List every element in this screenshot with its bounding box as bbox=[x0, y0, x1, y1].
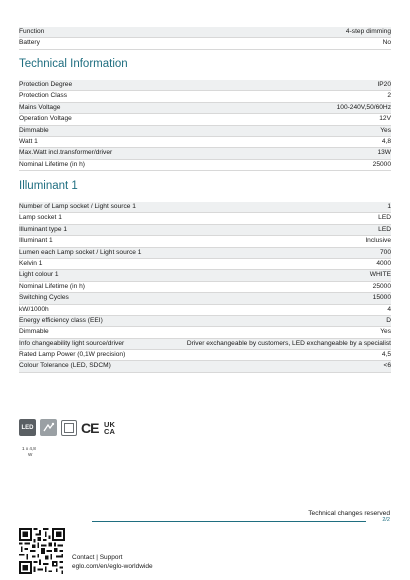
row-label: Lamp socket 1 bbox=[19, 214, 62, 222]
table-row bbox=[19, 91, 391, 102]
table-row bbox=[19, 225, 391, 236]
watt-line1: 1 x 4,8 bbox=[22, 446, 36, 451]
row-value: 15000 bbox=[372, 294, 391, 302]
row-label: Dimmable bbox=[19, 126, 49, 134]
row-value: 1 bbox=[387, 203, 391, 210]
row-label: Protection Degree bbox=[19, 81, 73, 88]
ce-mark-icon: CE bbox=[81, 419, 99, 436]
row-label: Watt 1 bbox=[19, 137, 38, 145]
row-value: LED bbox=[378, 225, 391, 233]
row-value: <6 bbox=[383, 362, 391, 370]
table-row bbox=[19, 327, 391, 338]
row-label: Protection Class bbox=[19, 92, 68, 100]
table-row bbox=[19, 103, 391, 114]
table-row bbox=[19, 248, 391, 259]
certification-marks bbox=[81, 420, 117, 436]
row-value: D bbox=[386, 316, 391, 324]
row-label: Illuminant 1 bbox=[19, 237, 53, 245]
table-row bbox=[19, 350, 391, 361]
table-row bbox=[19, 339, 391, 350]
table-row bbox=[19, 361, 391, 372]
table-row bbox=[19, 126, 391, 137]
technical-table bbox=[19, 80, 391, 171]
table-row bbox=[19, 202, 391, 213]
row-value: 25000 bbox=[372, 160, 391, 168]
row-label: Kelvin 1 bbox=[19, 259, 43, 267]
table-row bbox=[19, 160, 391, 171]
row-value: LED bbox=[378, 214, 391, 222]
table-row bbox=[19, 282, 391, 293]
row-label: Light colour 1 bbox=[19, 271, 59, 279]
ukca-bottom: CA bbox=[104, 426, 115, 436]
general-table bbox=[19, 27, 391, 50]
illuminant-table bbox=[19, 202, 391, 373]
watt-line2: W bbox=[28, 452, 33, 457]
row-label: Nominal Lifetime (in h) bbox=[19, 282, 85, 290]
table-row bbox=[19, 148, 391, 159]
row-value: Driver exchangeable by customers, LED exchangeable by a specialist bbox=[186, 339, 391, 347]
row-value: 700 bbox=[379, 248, 391, 256]
product-icons bbox=[19, 419, 117, 436]
row-value: 100-240V,50/60Hz bbox=[336, 103, 391, 111]
row-value: 4 bbox=[387, 305, 391, 313]
table-row bbox=[19, 259, 391, 270]
table-row bbox=[19, 316, 391, 327]
row-label: Energy efficiency class (EEI) bbox=[19, 316, 103, 324]
row-value: WHITE bbox=[369, 271, 391, 279]
table-row bbox=[19, 114, 391, 125]
illuminant-heading: Illuminant 1 bbox=[19, 180, 78, 192]
row-value: Yes bbox=[380, 126, 391, 134]
table-row bbox=[19, 236, 391, 247]
technical-information-heading: Technical Information bbox=[19, 58, 128, 70]
row-label: Rated Lamp Power (0,1W precision) bbox=[19, 351, 126, 359]
footer-divider bbox=[92, 521, 366, 522]
row-value: 4-step dimming bbox=[345, 28, 391, 35]
contact-url[interactable]: eglo.com/en/eglo-worldwide bbox=[72, 562, 153, 570]
row-value: 4,5 bbox=[381, 351, 391, 359]
row-value: No bbox=[382, 39, 391, 47]
row-value: 13W bbox=[377, 149, 391, 157]
led-icon bbox=[19, 419, 36, 436]
row-label: Info changeability light source/driver bbox=[19, 339, 125, 347]
table-row bbox=[19, 305, 391, 316]
contact-info bbox=[72, 554, 153, 571]
table-row bbox=[19, 293, 391, 304]
row-label: Number of Lamp socket / Light source 1 bbox=[19, 203, 136, 210]
led-icon-label: LED bbox=[21, 424, 34, 431]
table-row bbox=[19, 137, 391, 148]
row-value: IP20 bbox=[377, 81, 391, 88]
row-label: Nominal Lifetime (in h) bbox=[19, 160, 85, 168]
qr-code-icon bbox=[19, 528, 65, 574]
row-value: Yes bbox=[380, 328, 391, 336]
row-value: 25000 bbox=[372, 282, 391, 290]
row-label: Operation Voltage bbox=[19, 115, 72, 123]
row-label: kW/1000h bbox=[19, 305, 49, 313]
row-label: Lumen each Lamp socket / Light source 1 bbox=[19, 248, 142, 256]
table-row bbox=[19, 80, 391, 91]
protection-class-icon bbox=[61, 420, 77, 436]
row-value: 4000 bbox=[376, 259, 391, 267]
row-value: 2 bbox=[387, 92, 391, 100]
ukca-top: UK bbox=[104, 419, 115, 429]
table-row bbox=[19, 27, 391, 38]
ukca-mark-icon bbox=[101, 421, 117, 435]
table-row bbox=[19, 213, 391, 224]
row-value: 12V bbox=[379, 115, 391, 123]
row-label: Dimmable bbox=[19, 328, 49, 336]
technical-changes-note: Technical changes reserved bbox=[308, 510, 390, 517]
table-row bbox=[19, 270, 391, 281]
dimmer-icon bbox=[40, 419, 57, 436]
row-value: 4,8 bbox=[381, 137, 391, 145]
row-label: Illuminant type 1 bbox=[19, 225, 68, 233]
dimmer-icon-glyph bbox=[42, 421, 55, 434]
row-label: Switching Cycles bbox=[19, 294, 69, 302]
watt-info bbox=[22, 446, 36, 458]
contact-support-label: Contact | Support bbox=[72, 554, 123, 561]
row-label: Function bbox=[19, 28, 45, 35]
row-label: Max.Watt incl.transformer/driver bbox=[19, 149, 113, 157]
row-label: Colour Tolerance (LED, SDCM) bbox=[19, 362, 111, 370]
row-label: Battery bbox=[19, 39, 40, 47]
page-number: 2/2 bbox=[382, 517, 390, 523]
table-row bbox=[19, 38, 391, 49]
row-value: Inclusive bbox=[365, 237, 391, 245]
row-label: Mains Voltage bbox=[19, 103, 61, 111]
